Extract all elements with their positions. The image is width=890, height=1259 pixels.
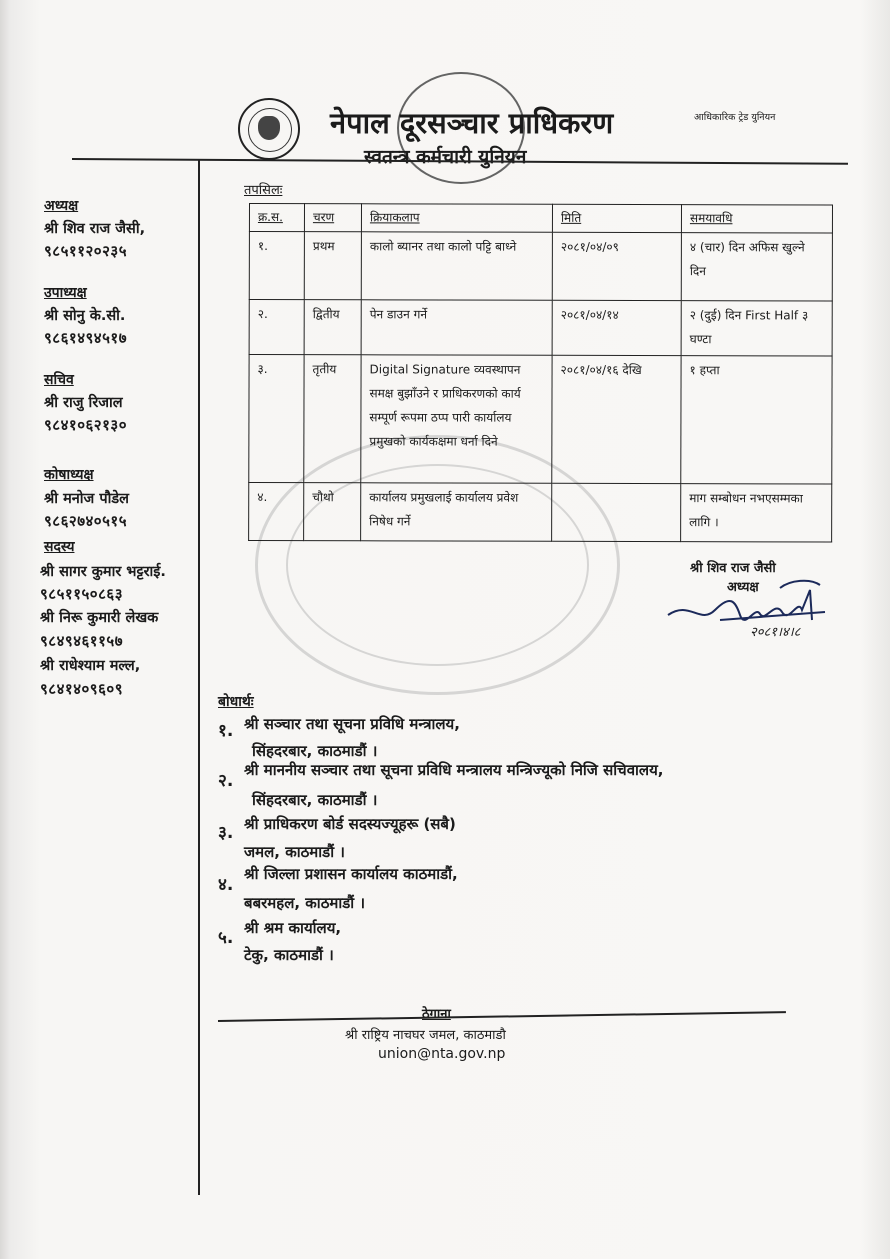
org-subtitle: स्वतन्त्र कर्मचारी युनियन bbox=[364, 146, 527, 168]
cc-line: बबरमहल, काठमाडौं । bbox=[244, 894, 366, 912]
cell-phase: चौथो bbox=[304, 483, 361, 541]
officer-phone: ९८५११२०२३५ bbox=[44, 242, 128, 260]
cell-sn: ३. bbox=[249, 355, 304, 483]
cc-number: २. bbox=[218, 771, 234, 791]
cell-activity: कालो ब्यानर तथा कालो पट्टि बाध्ने bbox=[361, 232, 552, 300]
member-name: श्री निरू कुमारी लेखक bbox=[40, 610, 159, 626]
cell-date: २०८१/०४/०९ bbox=[552, 232, 681, 300]
role-label: उपाध्यक्ष bbox=[44, 285, 87, 301]
cell-duration: २ (दुई) दिन First Half ३ घण्टा bbox=[681, 301, 832, 356]
cell-activity: Digital Signature व्यवस्थापन समक्ष बुझाँउने र प्राधिकरणको कार्य सम्पूर्ण रूपमा ठप्प पारी कार्यालय प्रमुखको कार्यकक्षमा धर्ना दिने bbox=[361, 355, 552, 483]
officer-phone: ९८४१०६२१३० bbox=[44, 416, 128, 434]
address-text: श्री राष्ट्रिय नाचघर जमल, काठमाडौ bbox=[345, 1028, 506, 1043]
role-label: अध्यक्ष bbox=[44, 198, 79, 214]
cc-line: श्री माननीय सञ्चार तथा सूचना प्रविधि मन्त्रालय मन्त्रिज्यूको निजि सचिवालय, bbox=[244, 761, 664, 779]
table-caption: तपसिलः bbox=[244, 183, 283, 198]
table-row bbox=[249, 355, 832, 485]
officer-name: श्री राजु रिजाल bbox=[44, 395, 123, 411]
cc-number: १. bbox=[218, 721, 234, 741]
table-header-row bbox=[249, 204, 832, 234]
officer-name: श्री सोनु के.सी. bbox=[44, 308, 126, 324]
col-header: क्र.स. bbox=[249, 204, 304, 232]
cell-duration: माग सम्बोधन नभएसम्मका लागि । bbox=[681, 484, 832, 542]
cell-date: २०८१/०४/१६ देखि bbox=[552, 355, 681, 483]
cell-activity: पेन डाउन गर्ने bbox=[361, 300, 552, 355]
signatory-name: श्री शिव राज जैसी bbox=[690, 561, 776, 576]
member-phone: ९८४१४०९६०९ bbox=[40, 680, 124, 698]
sidebar-divider bbox=[198, 160, 200, 1195]
cell-date: २०८१/०४/१४ bbox=[552, 300, 681, 355]
officer-name: श्री शिव राज जैसी, bbox=[44, 221, 146, 237]
cell-duration: १ हप्ता bbox=[681, 356, 832, 484]
cell-phase: तृतीय bbox=[304, 355, 361, 483]
cc-line: श्री जिल्ला प्रशासन कार्यालय काठमाडौं, bbox=[244, 865, 458, 883]
cell-sn: २. bbox=[249, 300, 304, 355]
cell-sn: ४. bbox=[249, 483, 304, 541]
cc-line: टेकु, काठमाडौं । bbox=[244, 946, 334, 964]
member-phone: ९८५११५०८६३ bbox=[40, 585, 124, 603]
cc-number: ३. bbox=[218, 823, 234, 843]
table-row bbox=[249, 483, 832, 543]
cell-date bbox=[552, 483, 681, 541]
table-row bbox=[249, 232, 832, 302]
member-phone: ९८४९४६११५७ bbox=[40, 632, 124, 650]
col-header: चरण bbox=[304, 204, 361, 232]
col-header: क्रियाकलाप bbox=[361, 204, 552, 232]
cc-number: ४. bbox=[218, 875, 234, 895]
org-title: नेपाल दूरसञ्चार प्राधिकरण bbox=[330, 106, 614, 140]
member-name: श्री सागर कुमार भट्टराई. bbox=[40, 564, 166, 580]
cell-phase: द्वितीय bbox=[304, 300, 361, 355]
officer-phone: ९८६२७४०५१५ bbox=[44, 512, 128, 530]
officer-name: श्री मनोज पौडेल bbox=[44, 491, 129, 507]
footer-divider bbox=[218, 1011, 786, 1022]
cc-line: जमल, काठमाडौं । bbox=[244, 843, 345, 861]
member-name: श्री राधेश्याम मल्ल, bbox=[40, 658, 141, 674]
trade-union-tag: आधिकारिक ट्रेड युनियन bbox=[694, 112, 776, 123]
cc-number: ५. bbox=[218, 928, 234, 948]
cc-line: सिंहदरबार, काठमाडौं । bbox=[252, 742, 378, 760]
cc-line: श्री श्रम कार्यालय, bbox=[244, 919, 342, 937]
cell-duration: ४ (चार) दिन अफिस खुल्ने दिन bbox=[681, 233, 832, 301]
address-heading: ठेगाना bbox=[422, 1007, 451, 1022]
cc-heading: बोधार्थः bbox=[218, 694, 254, 710]
handwritten-signature bbox=[660, 570, 835, 645]
email-text: union@nta.gov.np bbox=[378, 1046, 506, 1062]
schedule-table bbox=[248, 203, 833, 543]
cc-line: सिंहदरबार, काठमाडौं । bbox=[252, 791, 378, 809]
cell-activity: कार्यालय प्रमुखलाई कार्यालय प्रवेश निषेध गर्ने bbox=[361, 483, 552, 541]
cell-phase: प्रथम bbox=[304, 232, 361, 300]
signatory-role: अध्यक्ष bbox=[727, 580, 759, 595]
role-label: कोषाध्यक्ष bbox=[44, 467, 94, 483]
signature-date: २०८१।४।८ bbox=[750, 625, 801, 640]
cc-line: श्री सञ्चार तथा सूचना प्रविधि मन्त्रालय, bbox=[244, 715, 460, 733]
col-header: मिति bbox=[552, 204, 681, 232]
role-label: सदस्य bbox=[44, 539, 75, 555]
cc-line: श्री प्राधिकरण बोर्ड सदस्यज्यूहरू (सबै) bbox=[244, 815, 456, 833]
cell-sn: १. bbox=[249, 232, 304, 300]
col-header: समयावधि bbox=[681, 205, 832, 233]
officer-phone: ९८६१४९४५१७ bbox=[44, 329, 128, 347]
role-label: सचिव bbox=[44, 372, 74, 388]
table-row bbox=[249, 300, 832, 357]
union-logo bbox=[238, 98, 300, 160]
